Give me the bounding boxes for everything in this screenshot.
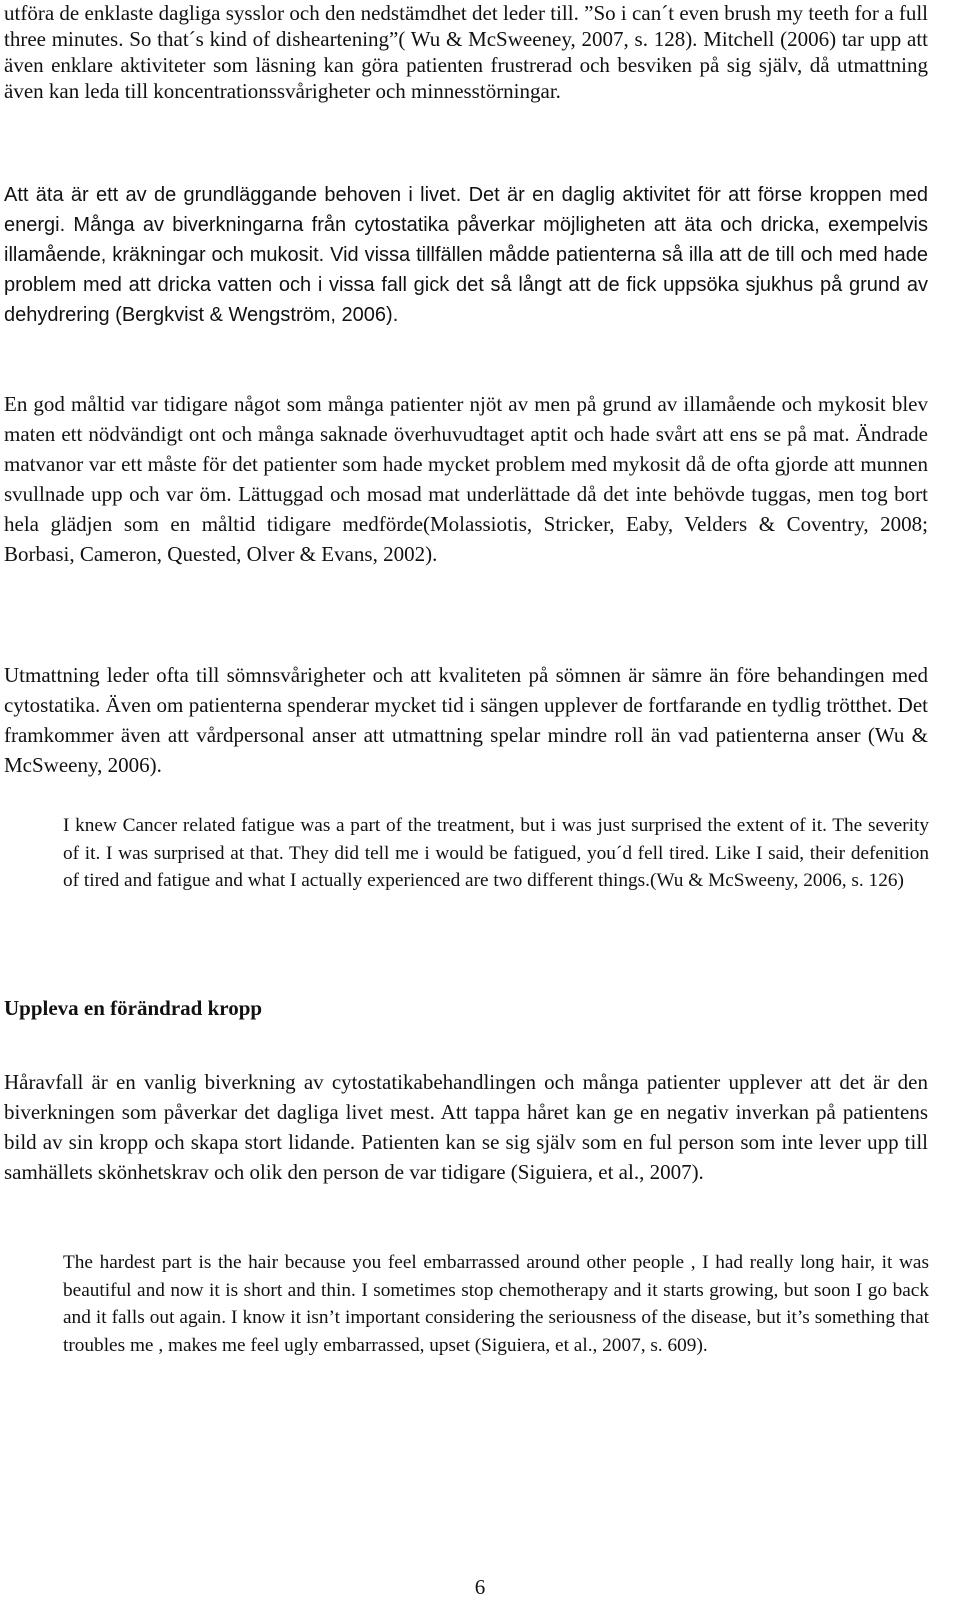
fatigue-paragraph: Utmattning leder ofta till sömnsvårigheter och att kvaliteten på sömnen är sämre än före behandingen med cytostatika. Även om patienterna spenderar mycket tid i sängen upplever de fortfarande en tydlig trötthet. Det framkommer även att vårdpersonal anser att utmattning spelar mindre roll än vad patienterna anser (Wu & McSweeny, 2006). xyxy=(4,663,928,777)
hair-paragraph: Håravfall är en vanlig biverkning av cytostatikabehandlingen och många patienter upplever att det är den biverkningen som påverkar det dagliga livet mest. Att tappa håret kan ge en negativ inverkan på patientens bild av sin kropp och skapa stort lidande. Patienten kan se sig själv som en ful person som inte lever upp till samhällets skönhetskrav och olik den person de var tidigare (Siguiera, et al., 2007). xyxy=(4,1070,928,1184)
eating-paragraph: Att äta är ett av de grundläggande behoven i livet. Det är en daglig aktivitet för att förse kroppen med energi. Många av biverkningarna från cytostatika påverkar möjligheten att äta och dricka, exempelvis illamående, kräkningar och mukosit. Vid vissa tillfällen mådde patienterna så illa att de till och med hade problem med att dricka vatten och i vissa fall gick det så långt att de fick uppsöka sjukhus på grund av dehydrering (Bergkvist & Wengström, 2006). xyxy=(4,184,928,326)
page-number: 6 xyxy=(474,1575,486,1599)
fatigue-quote: I knew Cancer related fatigue was a part of the treatment, but i was just surprised the extent of it. The severity of it. I was surprised at that. They did tell me i would be fatigued, you´d fell tired. Like I said, their defenition of tired and fatigue and what I actually experienced are two different things.(Wu & McSweeny, 2006, s. 126) xyxy=(63,815,929,891)
meal-paragraph: En god måltid var tidigare något som många patienter njöt av men på grund av illamående och mykosit blev maten ett nödvändigt ont och många saknade överhuvudtaget aptit och hade svårt att ens se på mat. Ändrade matvanor var ett måste för det patienter som hade mycket problem med mykosit då de ofta gjorde att munnen svullnade upp och var öm. Lättuggad och mosad mat underlättade då det inte behövde tuggas, men tog bort hela glädjen som en måltid tidigare medförde(Molassiotis, Stricker, Eaby, Velders & Coventry, 2008; Borbasi, Cameron, Quested, Olver & Evans, 2002). xyxy=(4,392,928,566)
hair-quote: The hardest part is the hair because you feel embarrassed around other people , I had really long hair, it was beautiful and now it is short and thin. I sometimes stop chemotherapy and it starts growing, but soon I go back and it falls out again. I know it isn’t important considering the seriousness of the disease, but it’s something that troubles me , makes me feel ugly embarrassed, upset (Siguiera, et al., 2007, s. 609). xyxy=(63,1252,929,1356)
continuation-paragraph: utföra de enklaste dagliga sysslor och den nedstämdhet det leder till. ”So i can´t even brush my teeth for a full three minutes. So that´s kind of disheartening”( Wu & McSweeney, 2007, s. 128). Mitchell (2006) tar upp att även enklare aktiviteter som läsning kan göra patienten frustrerad och besviken på sig själv, då utmattning även kan leda till koncentrationssvårigheter och minnesstörningar. xyxy=(4,1,928,103)
section-heading: Uppleva en förändrad kropp xyxy=(4,996,263,1020)
